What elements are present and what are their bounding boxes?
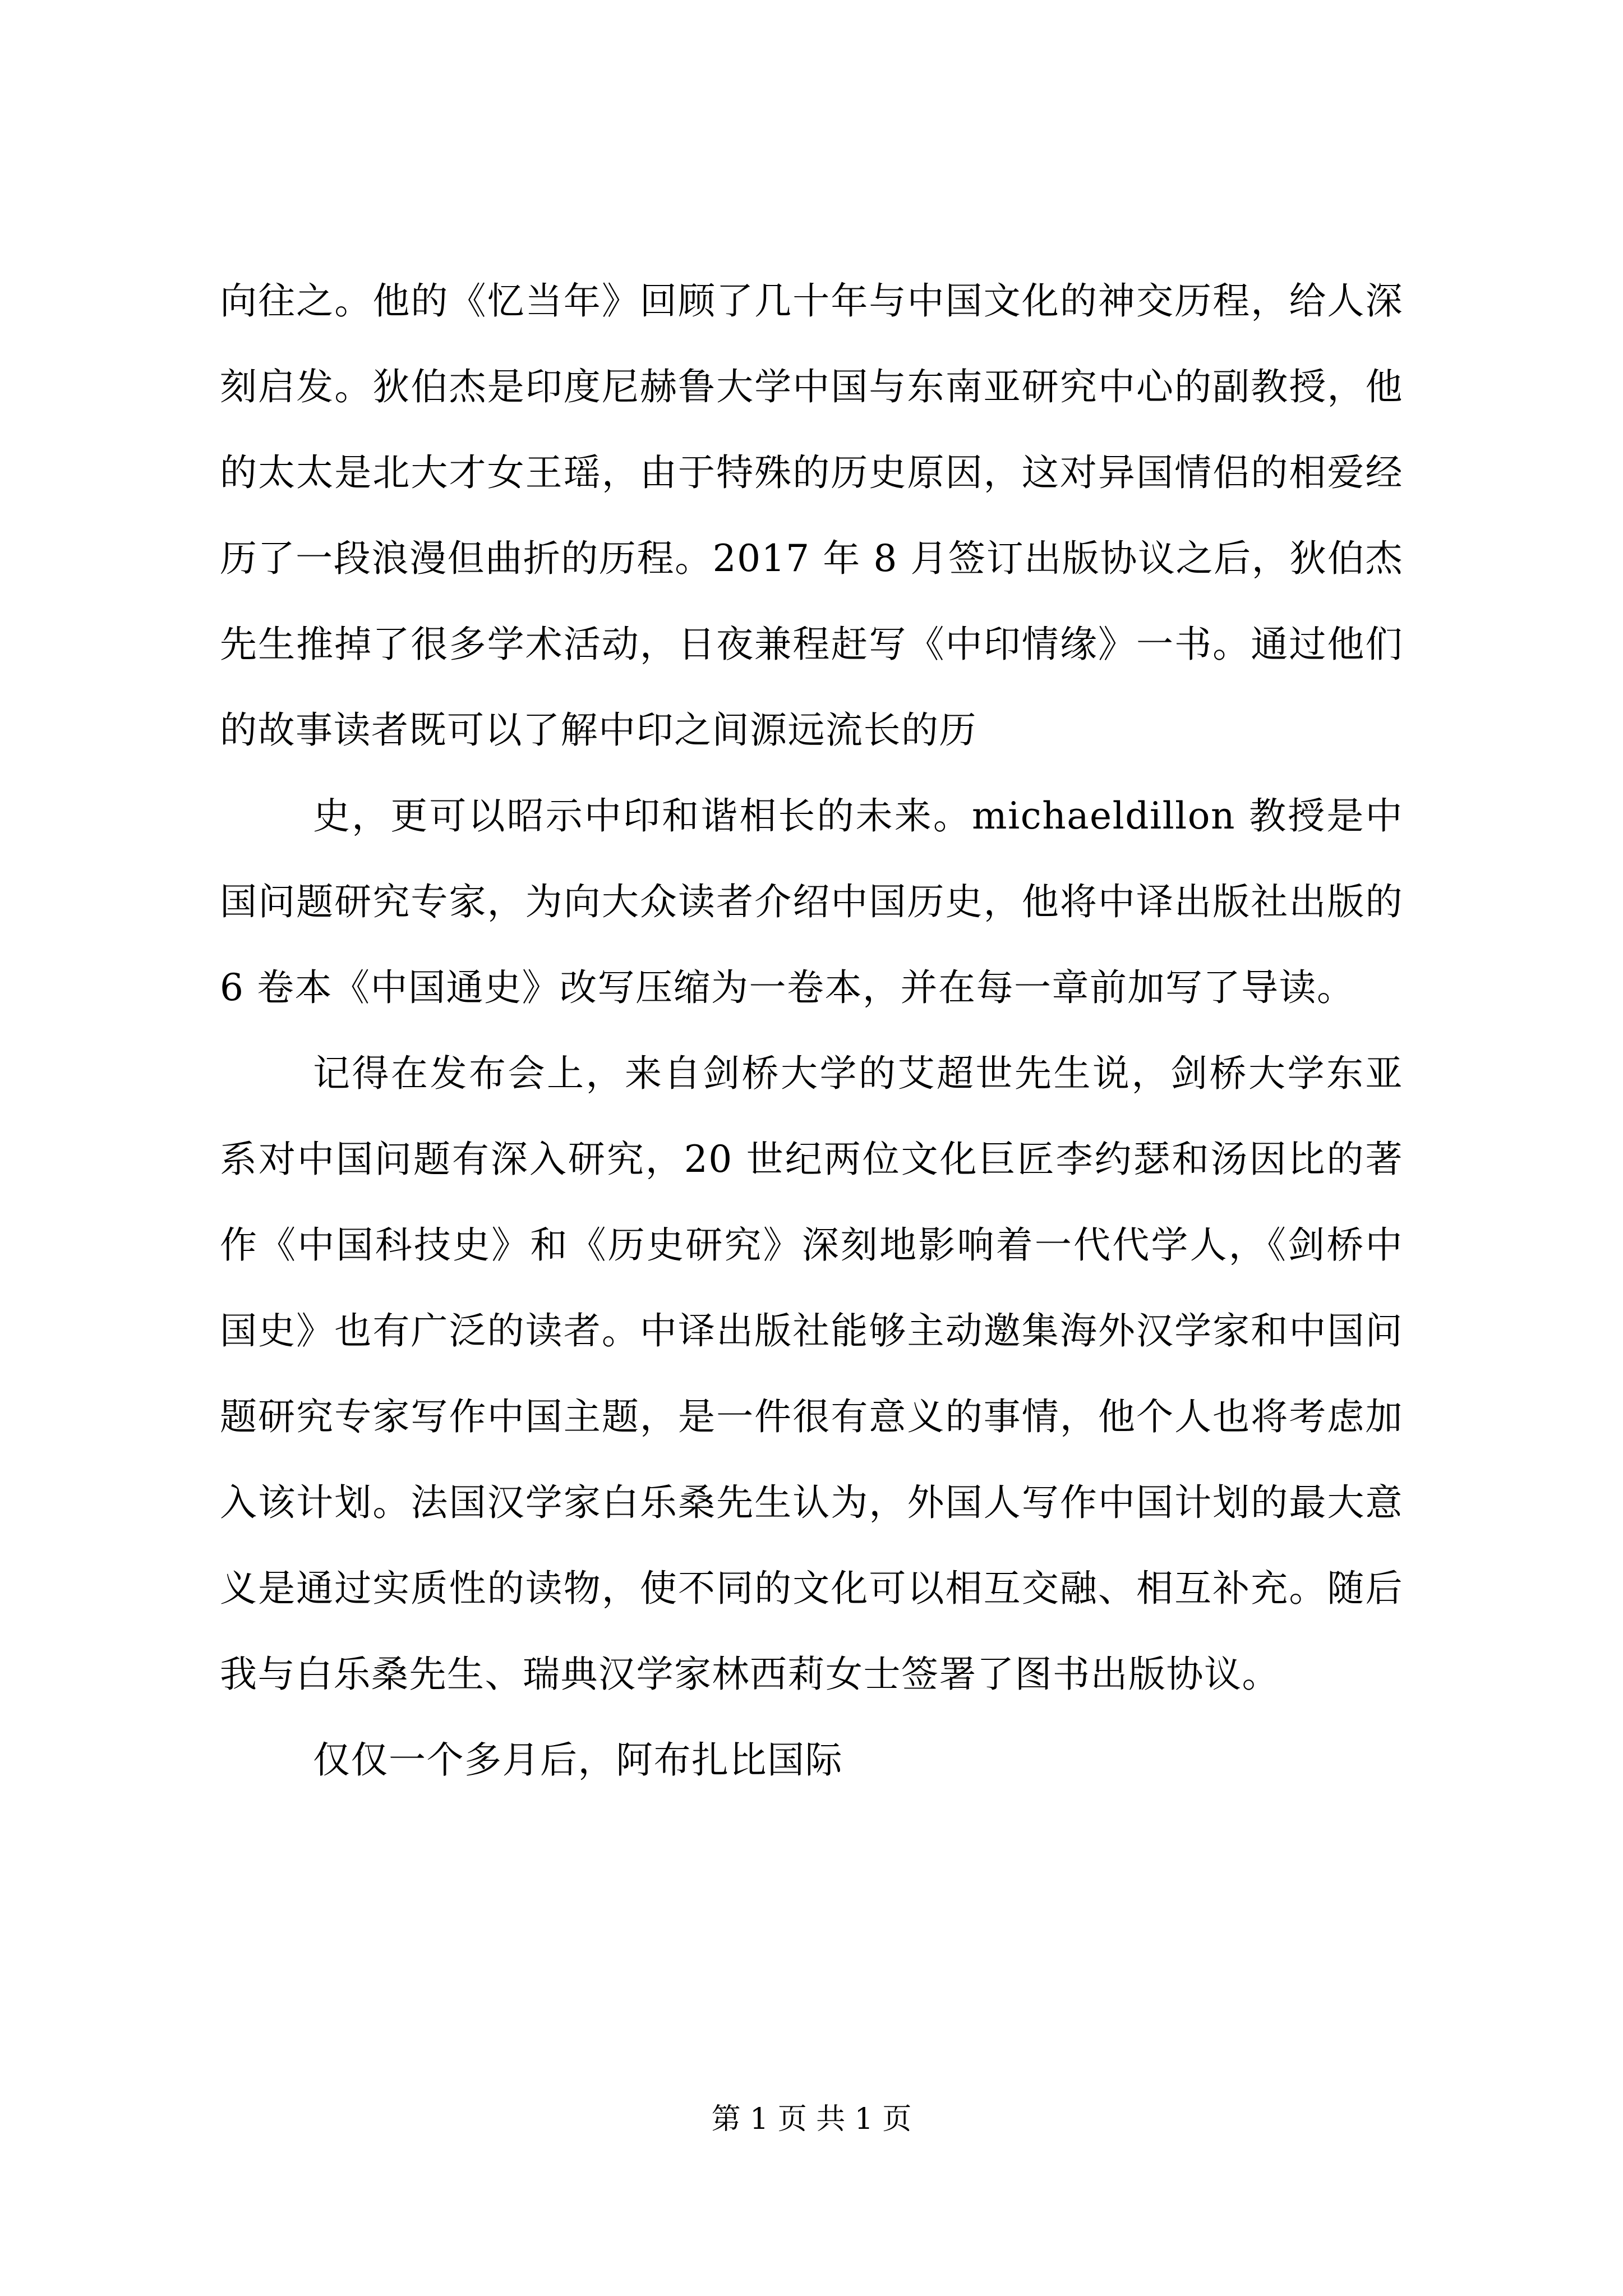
paragraph-3: 记得在发布会上，来自剑桥大学的艾超世先生说，剑桥大学东亚系对中国问题有深入研究，20 世纪两位文化巨匠李约瑟和汤因比的著作《中国科技史》和《历史研究》深刻地影响着一代代学人，《剑桥中国史》也有广泛的读者。中译出版社能够主动邀集海外汉学家和中国问题研究专家写作中国主题，是一件很有意义的事情，他个人也将考虑加入该计划。法国汉学家白乐桑先生认为，外国人写作中国计划的最大意义是通过实质性的读物，使不同的文化可以相互交融、相互补充。随后我与白乐桑先生、瑞典汉学家林西莉女士签署了图书出版协议。 — [220, 1052, 1403, 1696]
paragraph-1: 向往之。他的《忆当年》回顾了几十年与中国文化的神交历程，给人深刻启发。狄伯杰是印度尼赫鲁大学中国与东南亚研究中心的副教授，他的太太是北大才女王瑶，由于特殊的历史原因，这对异国情侣的相爱经历了一段浪漫但曲折的历程。2017 年 8 月签订出版协议之后，狄伯杰先生推掉了很多学术活动，日夜兼程赶写《中印情缘》一书。通过他们的故事读者既可以了解中印之间源远流长的历 — [220, 279, 1403, 752]
body-text — [220, 258, 1403, 1803]
paragraph-4: 仅仅一个多月后，阿布扎比国际 — [313, 1738, 843, 1782]
page-footer: 第 1 页 共 1 页 — [711, 2102, 912, 2136]
paragraph-2: 史，更可以昭示中印和谐相长的未来。michaeldillon 教授是中国问题研究专家，为向大众读者介绍中国历史，他将中译出版社出版的 6 卷本《中国通史》改写压缩为一卷本，并在每一章前加写了导读。 — [220, 794, 1403, 1009]
